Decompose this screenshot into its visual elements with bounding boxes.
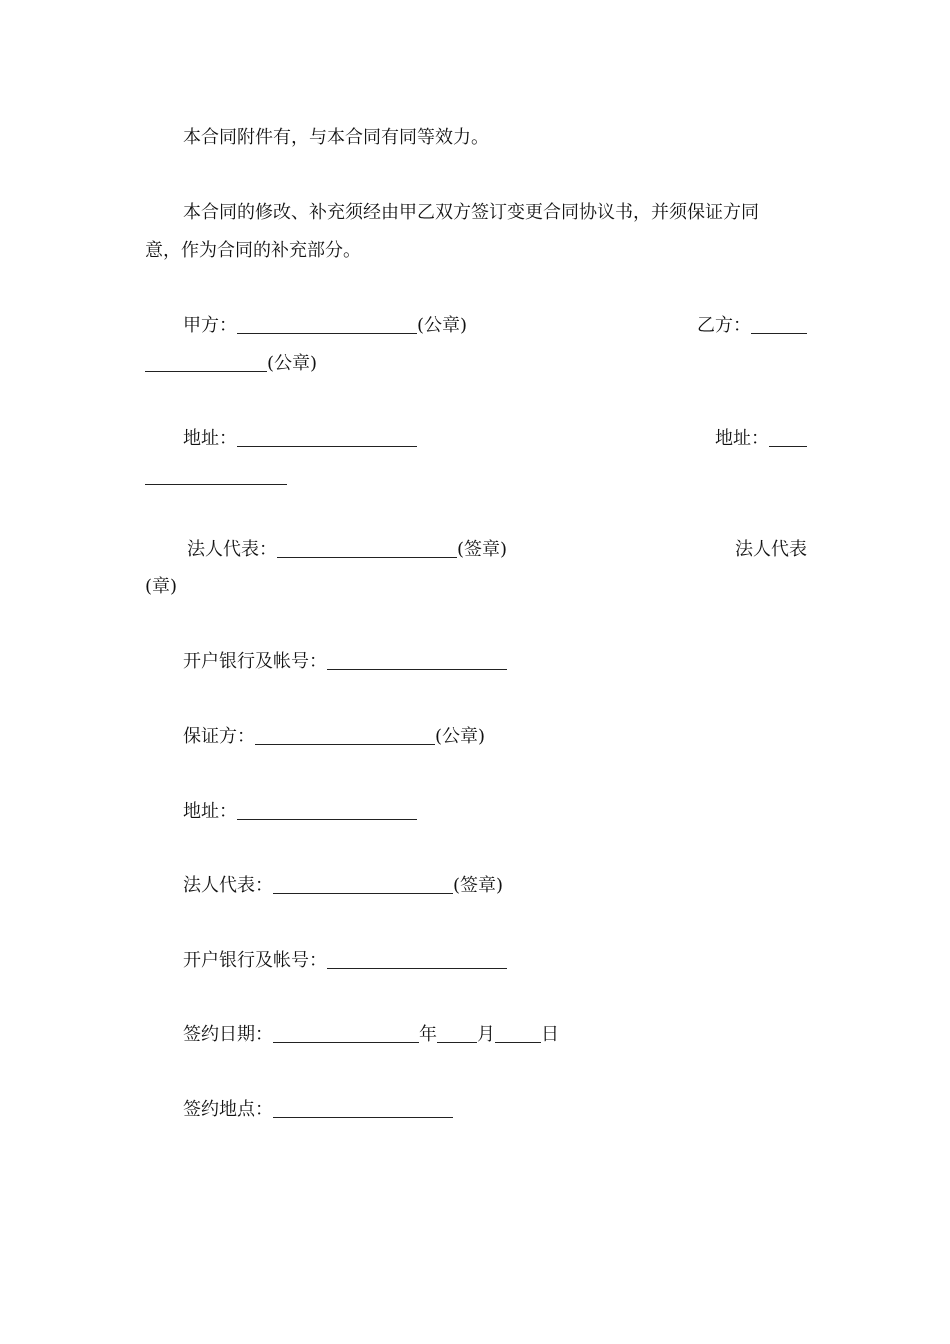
party-a-seal: (公章) — [417, 315, 468, 336]
guarantor-address-label: 地址： — [183, 801, 237, 822]
signing-place-row — [145, 1091, 807, 1129]
party-b-label: 乙方： — [697, 315, 751, 336]
party-b-blank-end[interactable] — [145, 353, 267, 372]
amendment-paragraph-line-1 — [145, 194, 807, 232]
guarantor-legal-rep-row — [145, 867, 807, 905]
party-b-address-field — [715, 420, 807, 458]
signing-date-day-blank[interactable] — [495, 1024, 541, 1043]
party-a-address-field — [183, 420, 417, 458]
party-row — [145, 307, 807, 345]
amendment-text-line-1: 本合同的修改、补充须经由甲乙双方签订变更合同协议书，并须保证方同 — [183, 202, 759, 223]
party-b-legal-rep-continuation — [145, 568, 807, 606]
party-b-address-label: 地址： — [715, 428, 769, 449]
signing-place-label: 签约地点： — [183, 1099, 273, 1120]
amendment-text-line-2: 意，作为合同的补充部分。 — [145, 240, 361, 261]
party-a-label: 甲方： — [183, 315, 237, 336]
party-b-legal-rep-field — [735, 531, 807, 569]
day-label: 日 — [541, 1024, 559, 1045]
party-b-address-blank-end[interactable] — [145, 466, 287, 485]
party-b-field — [697, 307, 807, 345]
guarantor-address-row — [145, 793, 807, 831]
year-label: 年 — [419, 1024, 437, 1045]
signing-date-year-blank[interactable] — [273, 1024, 419, 1043]
legal-representative-row — [145, 531, 807, 569]
amendment-paragraph-line-2 — [145, 232, 807, 270]
party-bank-label: 开户银行及帐号： — [183, 651, 327, 672]
party-a-legal-rep-blank[interactable] — [277, 539, 457, 558]
guarantor-bank-row — [145, 942, 807, 980]
address-row — [145, 420, 807, 458]
attachment-paragraph — [145, 119, 807, 157]
guarantor-legal-rep-label: 法人代表： — [183, 875, 273, 896]
party-b-seal: (公章) — [267, 353, 318, 374]
party-b-blank-start[interactable] — [751, 315, 807, 334]
guarantor-legal-rep-blank[interactable] — [273, 875, 453, 894]
party-b-address-blank-start[interactable] — [769, 428, 807, 447]
signing-date-label: 签约日期： — [183, 1024, 273, 1045]
party-a-legal-rep-sign: (签章) — [457, 539, 508, 560]
guarantor-bank-label: 开户银行及帐号： — [183, 950, 327, 971]
party-a-field — [183, 307, 467, 345]
month-label: 月 — [477, 1024, 495, 1045]
party-b-legal-rep-seal: (章) — [145, 576, 178, 597]
party-b-continuation — [145, 345, 807, 383]
party-bank-blank[interactable] — [327, 651, 507, 670]
guarantor-row — [145, 718, 807, 756]
guarantor-label: 保证方： — [183, 726, 255, 747]
guarantor-blank[interactable] — [255, 726, 435, 745]
guarantor-seal: (公章) — [435, 726, 486, 747]
party-b-legal-rep-label: 法人代表 — [735, 539, 807, 560]
signing-date-month-blank[interactable] — [437, 1024, 477, 1043]
guarantor-bank-blank[interactable] — [327, 950, 507, 969]
guarantor-legal-rep-sign: (签章) — [453, 875, 504, 896]
party-a-address-label: 地址： — [183, 428, 237, 449]
party-a-address-blank[interactable] — [237, 428, 417, 447]
party-a-legal-rep-field — [183, 531, 507, 569]
party-b-address-continuation — [145, 458, 807, 496]
guarantor-address-blank[interactable] — [237, 801, 417, 820]
attachment-text: 本合同附件有，与本合同有同等效力。 — [183, 127, 489, 148]
signing-date-row — [145, 1016, 807, 1054]
party-a-legal-rep-label: 法人代表： — [187, 539, 277, 560]
signing-place-blank[interactable] — [273, 1099, 453, 1118]
party-bank-row — [145, 643, 807, 681]
party-a-blank[interactable] — [237, 315, 417, 334]
